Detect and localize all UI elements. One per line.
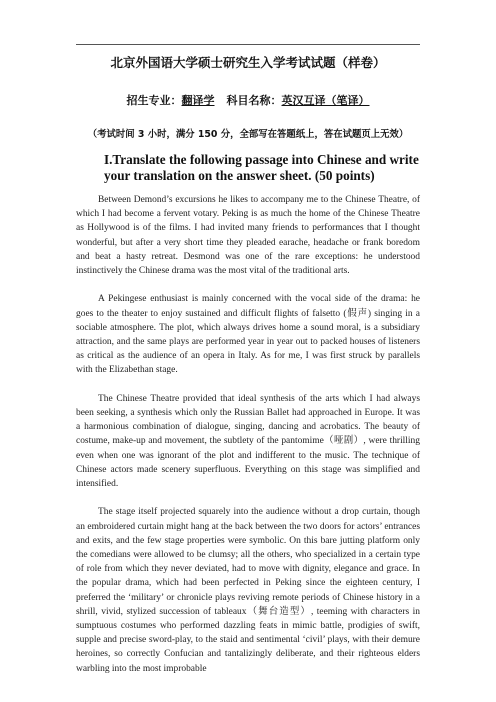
subject-label: 科目名称： bbox=[226, 94, 282, 107]
exam-subject-line bbox=[0, 92, 496, 108]
passage bbox=[76, 193, 420, 690]
major-label: 招生专业： bbox=[126, 94, 182, 107]
passage-paragraph: The Chinese Theatre provided that ideal synthesis of the arts which I had always been seeking, a synthesis which only the Russian Ballet had approached in Europe. It was a harmonious combination of dialogue, singing, dancing and acrobatics. The beauty of costume, make-up and movement, the subtlety of the pantomime（哑剧）, were thrilling even when one was ignorant of the plot and indifferent to the music. The technique of Chinese actors made scenery superfluous. Everything on this stage was simplified and intensified. bbox=[76, 393, 420, 490]
top-rule bbox=[76, 44, 420, 45]
question-heading: I.Translate the following passage into Chinese and write your translation on the answer sheet. (50 points) bbox=[104, 152, 419, 183]
subject-value: 英汉互译（笔译） bbox=[281, 94, 370, 107]
exam-title: 北京外国语大学硕士研究生入学考试试题（样卷） bbox=[110, 55, 386, 70]
passage-paragraph: A Pekingese enthusiast is mainly concerned with the vocal side of the drama: he goes to the theater to enjoy sustained and difficult flights of falsetto (假声) singing in a sociable atmosphere. The plot, which always drives home a sound moral, is a subsidiary attraction, and the same plays are performed year in year out to packed houses of listeners as critical as the audience of an opera in Italy. As for me, I was first struck by parallels with the Elizabethan stage. bbox=[76, 294, 420, 376]
passage-paragraph: Between Demond’s excursions he likes to accompany me to the Chinese Theatre, of which I had become a fervent votary. Peking is as much the home of the Chinese Theatre as Hollywood is of the films. I had invited many friends to performances that I thought wonderful, but after a very short time they pleaded earache, headache or frank boredom and beat a hasty retreat. Desmond was one of the rare exceptions: he understood instinctively the Chinese drama was the most vital of the traditional arts. bbox=[76, 195, 420, 277]
exam-instructions: （考试时间 3 小时，满分 150 分，全部写在答题纸上，答在试题页上无效） bbox=[87, 129, 409, 140]
major-value: 翻译学 bbox=[181, 94, 215, 107]
passage-paragraph: The stage itself projected squarely into the audience without a drop curtain, though an embroidered curtain might hang at the back between the two doors for actors’ entrances and exits, and the few stage properties were symbolic. On this bare jutting platform only the comedians were allowed to be clumsy; all the others, who specialized in a certain type of role from which they never deviated, had to move with dignity, elegance and grace. In the popular drama, which had been perfected in Peking since the eighteen century, I preferred the ‘military’ or chronicle plays reviving remote periods of Chinese history in a shrill, vivid, stylized succession of tableaux（舞台造型）, teeming with characters in sumptuous costumes who performed dazzling feats in mimic battle, prodigies of swift, supple and precise sword-play, to the staid and sentimental ‘civil’ plays, with their demure heroines, so correctly Confucian and tantalizingly deliberate, and their righteous elders warbling into the most improbable bbox=[76, 507, 420, 674]
